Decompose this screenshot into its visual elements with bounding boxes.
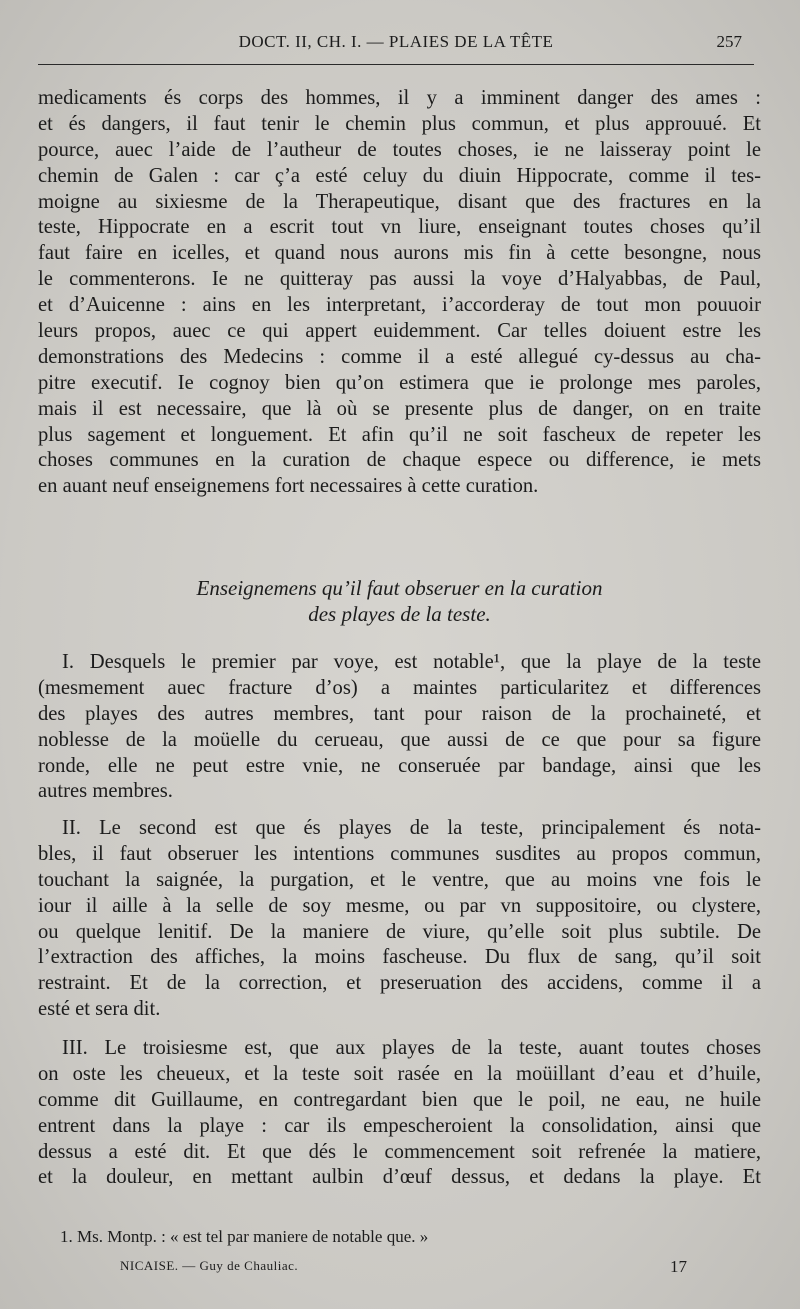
text-line: mais il est necessaire, que là où se presente plus de danger, on en traite (38, 397, 761, 420)
text-line: teste, Hippocrate en a escrit tout vn liure, enseignant toutes choses qu’il (38, 216, 761, 239)
text-line: et la douleur, en mettant aulbin d’œuf dessus, et dedans la playe. Et (38, 1166, 761, 1189)
text-line: restraint. Et de la correction, et preseruation des accidens, comme il a (38, 972, 761, 995)
section-heading-line: Enseignemens qu’il faut obseruer en la curation (196, 576, 603, 600)
text-line: ronde, elle ne peut estre vnie, ne conseruée par bandage, ainsi que les (38, 754, 761, 777)
text-line: medicaments és corps des hommes, il y a imminent danger des ames : (38, 87, 761, 109)
text-line: dessus a esté dit. Et que dés le commencement soit refrenée la matiere, (38, 1140, 761, 1163)
section-heading-line: des playes de la teste. (308, 602, 491, 626)
text-line: III. Le troisiesme est, que aux playes de la teste, auant toutes choses (62, 1037, 761, 1059)
paragraph-second-teaching (38, 816, 761, 1023)
text-line: comme dit Guillaume, en contregardant bien que le poil, ne eau, ne huile (38, 1088, 761, 1111)
footer-signature-number: 17 (670, 1257, 687, 1276)
text-line: iour il aille à la selle de soy mesme, ou par vn suppositoire, ou clystere, (38, 894, 761, 917)
text-line: pource, auec l’aide de l’autheur de toutes choses, ie ne laisseray point le (38, 138, 761, 161)
page-number: 257 (716, 32, 742, 51)
footnote: 1. Ms. Montp. : « est tel par maniere de notable que. » (60, 1227, 429, 1246)
text-line: moigne au sixiesme de la Therapeutique, disant que des fractures en la (38, 190, 761, 213)
header-rule (38, 64, 754, 65)
text-line: touchant la saignée, la purgation, et le ventre, que au moins vne fois le (38, 868, 761, 891)
text-line: et d’Auicenne : ains en les interpretant, i’accorderay de tout mon pouuoir (38, 294, 761, 317)
text-line: bles, il faut obseruer les intentions communes susdites au propos commun, (38, 842, 761, 865)
text-line: esté et sera dit. (38, 998, 161, 1021)
section-heading (38, 575, 761, 627)
text-line: le commenterons. Ie ne quitteray pas aussi la voye d’Halyabbas, de Paul, (38, 268, 761, 291)
text-line: des playes des autres membres, tant pour raison de la prochaineté, et (38, 702, 761, 725)
text-line: II. Le second est que és playes de la teste, principalement és nota- (62, 817, 761, 839)
text-line: plus sagement et longuement. Et afin qu’il ne soit fascheux de repeter les (38, 423, 761, 446)
text-line: leurs propos, auec ce qui appert euidemment. Car telles doiuent estre les (38, 320, 761, 343)
text-line: (mesmement auec fracture d’os) a maintes particularitez et differences (38, 676, 761, 699)
running-header (38, 30, 754, 60)
intro-paragraph (38, 86, 761, 500)
text-line: l’extraction des affiches, la moins fascheuse. Du flux de sang, qu’il soit (38, 946, 761, 969)
text-line: entrent dans la playe : car ils empescheroient la consolidation, ainsi que (38, 1114, 761, 1137)
text-line: ou quelque lenitif. De la maniere de viure, qu’elle soit plus subtile. De (38, 920, 761, 943)
text-line: en auant neuf enseignemens fort necessaires à cette curation. (38, 475, 539, 498)
text-line: on oste les cheueux, et la teste soit rasée en la moüillant d’eau et d’huile, (38, 1062, 761, 1085)
paragraph-third-teaching (38, 1036, 761, 1191)
paragraph-first-teaching (38, 650, 761, 805)
text-line: noblesse de la moüelle du cerueau, que aussi de ce que pour sa figure (38, 728, 761, 751)
text-line: autres membres. (38, 780, 173, 803)
text-line: pitre executif. Ie cognoy bien qu’on estimera que ie prolonge mes paroles, (38, 371, 761, 394)
header-title: DOCT. II, CH. I. — PLAIES DE LA TÊTE (238, 32, 554, 51)
text-line: demonstrations des Medecins : comme il a esté allegué cy-dessus au cha- (38, 345, 761, 368)
footer-signature: NICAISE. — Guy de Chauliac. (120, 1258, 299, 1273)
text-line: faut faire en icelles, et quand nous aurons mis fin à cette besongne, nous (38, 242, 761, 265)
text-line: choses communes en la curation de chaque espece ou difference, ie mets (38, 449, 761, 472)
text-line: chemin de Galen : car ç’a esté celuy du diuin Hippocrate, comme il tes- (38, 164, 761, 187)
text-line: I. Desquels le premier par voye, est notable¹, que la playe de la teste (62, 651, 761, 673)
text-line: et és dangers, il faut tenir le chemin plus commun, et plus approuué. Et (38, 112, 761, 135)
